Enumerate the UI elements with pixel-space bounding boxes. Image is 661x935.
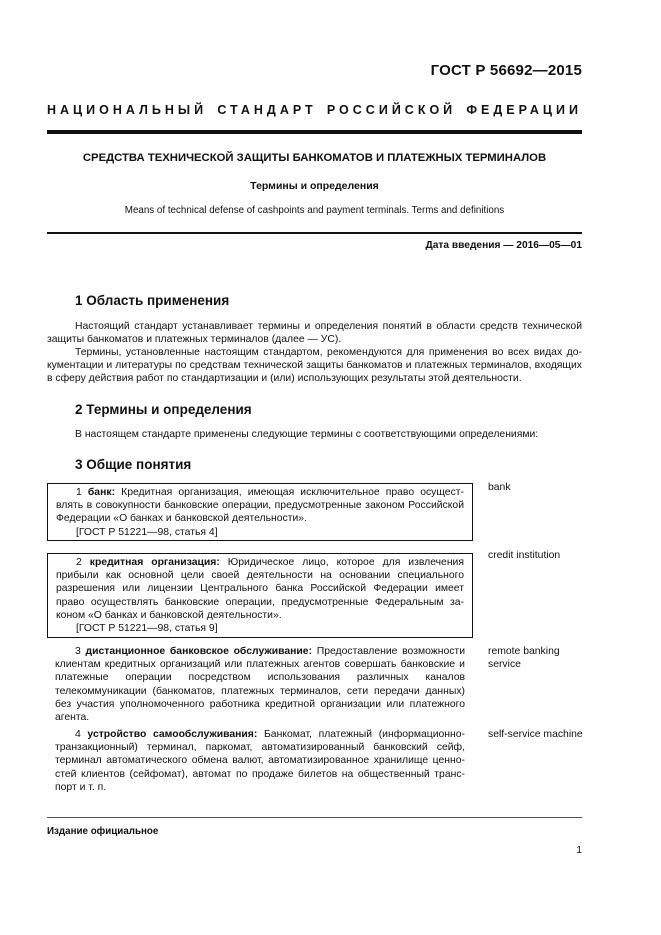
header-rule bbox=[47, 130, 582, 134]
term-en-remote-banking: remote banking service bbox=[488, 646, 560, 671]
term-entry-self-service bbox=[47, 728, 473, 794]
national-standard-banner: НАЦИОНАЛЬНЫЙ СТАНДАРТ РОССИЙСКОЙ ФЕДЕРАЦИИ bbox=[47, 103, 582, 117]
section-1-paragraph-1: Настоящий стандарт устанавливает термины и определения понятий в области средств технической защиты банкоматов и платежных терминалов (далее — УС). bbox=[47, 321, 582, 346]
section-1-paragraph-2: Термины, установленные настоящим стандартом, рекомендуются для применения во всех видах документации и литературы по средствам технической защиты банкоматов и платежных терминалов, входящих в сферу действия работ по стандартизации и (или) использующих результаты этой деятельности. bbox=[47, 347, 582, 385]
section-1-heading: 1 Область применения bbox=[75, 293, 230, 308]
section-2-paragraph-1: В настоящем стандарте применены следующие термины с соответствующими определениями: bbox=[75, 429, 539, 440]
document-subtitle: Термины и определения bbox=[250, 180, 379, 192]
gost-code: ГОСТ Р 56692—2015 bbox=[430, 62, 582, 79]
term-entry-bank bbox=[47, 483, 473, 541]
page-number: 1 bbox=[576, 845, 582, 856]
section-2-heading: 2 Термины и определения bbox=[75, 402, 252, 417]
term-reference: [ГОСТ Р 51221—98, статья 9] bbox=[76, 623, 218, 635]
term-reference: [ГОСТ Р 51221—98, статья 4] bbox=[76, 526, 218, 538]
term-entry-remote-banking bbox=[47, 645, 473, 724]
document-title-en: Means of technical defense of cashpoints and payment terminals. Terms and definitions bbox=[124, 205, 505, 216]
section-3-heading: 3 Общие понятия bbox=[75, 457, 192, 472]
term-en-bank: bank bbox=[488, 482, 511, 493]
title-rule bbox=[47, 232, 582, 234]
term-entry-credit-institution bbox=[47, 553, 473, 638]
footer-rule bbox=[47, 817, 582, 818]
term-text: 1 банк: Кредитная организация, имеющая исключительное право осуществлять в совокупности банковские операции, предусмотренные законом Российской Федерации «О банках и банковской деятельности». bbox=[56, 487, 465, 525]
term-text: 4 устройство самообслуживания: Банкомат, платежный (информационно-транзакционный) терминал, паркомат, автоматизированный банковский сейф, терминал автоматического обмена валют, автоматизированное хранилище ценностей клиентов (сейфомат), автомат по продаже билетов на общественный транспорт и т. п. bbox=[55, 729, 465, 793]
introduction-date: Дата введения — 2016—05—01 bbox=[425, 240, 582, 251]
official-edition-label: Издание официальное bbox=[47, 826, 159, 837]
term-en-credit-institution: credit institution bbox=[488, 550, 561, 561]
term-text: 2 кредитная организация: Юридическое лицо, которое для извлечения прибыли как основной цели своей деятельности на основании специального разрешения или лицензии Центрального банка Российской Федерации имеет право осуществлять банковские операции, предусмотренные Федеральным законом «О банках и банковской деятельности». bbox=[56, 557, 464, 621]
document-title: СРЕДСТВА ТЕХНИЧЕСКОЙ ЗАЩИТЫ БАНКОМАТОВ И ПЛАТЕЖНЫХ ТЕРМИНАЛОВ bbox=[82, 152, 547, 164]
term-text: 3 дистанционное банковское обслуживание: Предоставление возможности клиентам кредитных организаций или платежных агентов совершать банковские и платежные операции посредством использования различных каналов телекоммуникации (банкоматов, платежных терминалов, сети передачи данных) без участия уполномоченного работника кредитной организации или платежного агента. bbox=[55, 646, 465, 724]
term-en-self-service: self-service machine bbox=[488, 729, 583, 740]
